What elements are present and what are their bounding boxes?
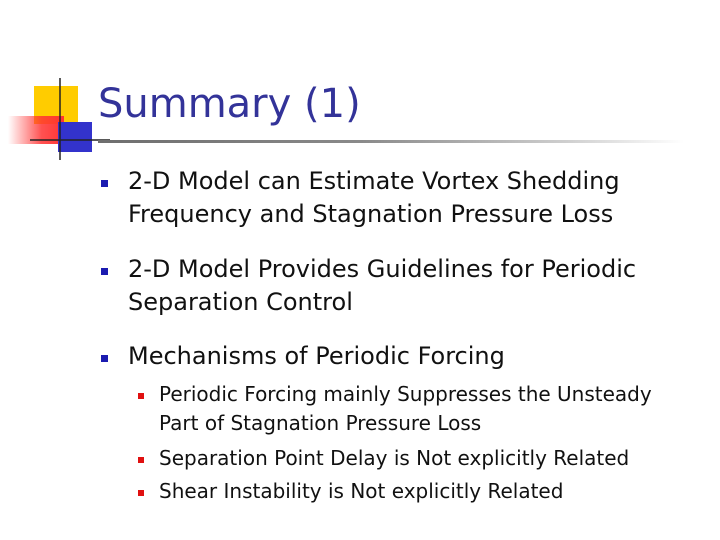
bullet-marker [101, 355, 108, 362]
sub-bullet-marker [138, 490, 144, 496]
bullet-text: 2-D Model can Estimate Vortex Shedding Frequency and Stagnation Pressure Loss [128, 167, 620, 228]
bullet-text: Mechanisms of Periodic Forcing [128, 342, 505, 370]
sub-bullet-text: Periodic Forcing mainly Suppresses the Unsteady Part of Stagnation Pressure Loss [159, 382, 652, 435]
sub-bullet-text: Shear Instability is Not explicitly Related [159, 479, 564, 503]
bullet-marker [101, 180, 108, 187]
sub-bullet-marker [138, 457, 144, 463]
sub-bullet-marker [138, 393, 144, 399]
sub-bullet-text: Separation Point Delay is Not explicitly Related [159, 446, 630, 470]
bullet-text: 2-D Model Provides Guidelines for Periodic Separation Control [128, 255, 637, 316]
bullet-marker [101, 268, 108, 275]
slide-title: Summary (1) [98, 81, 361, 127]
